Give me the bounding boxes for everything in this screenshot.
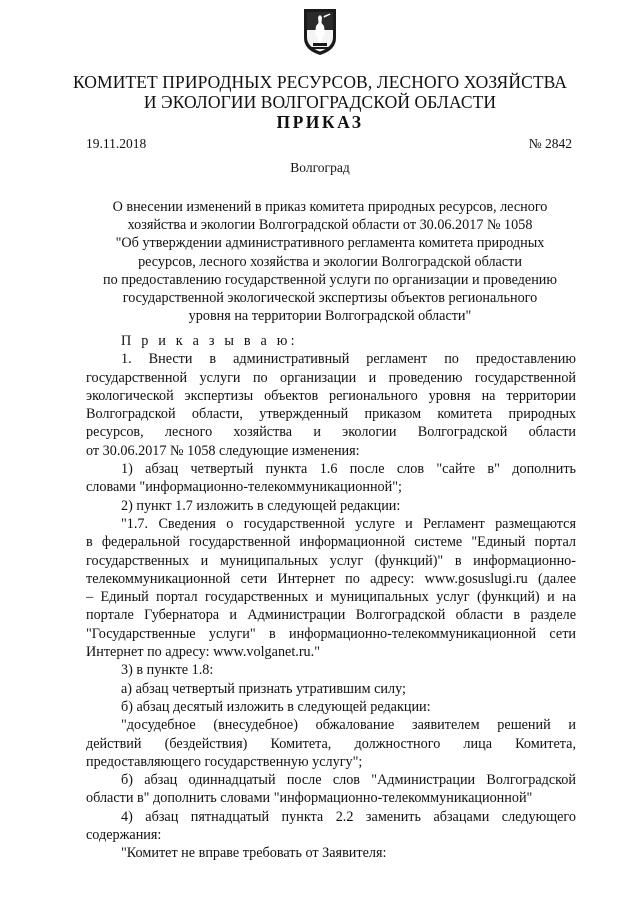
body-line: 4) абзац пятнадцатый пункта 2.2 заменить абзацами следующего <box>121 808 576 825</box>
subject-line: О внесении изменений в приказ комитета природных ресурсов, лесного <box>112 199 548 215</box>
body-line: "досудебное (внесудебное) обжалование заявителем решений и <box>121 717 576 734</box>
subject-line: уровня на территории Волгоградской области" <box>188 308 472 325</box>
subject-line: ресурсов, лесного хозяйства и экологии Волгоградской области <box>138 253 522 270</box>
body-line: 3) в пункте 1.8: <box>121 662 214 679</box>
body-line: б) абзац одиннадцатый после слов "Администрации Волгоградской <box>121 772 576 789</box>
body-line: "1.7. Сведения о государственной услуге и Регламент размещаются <box>121 515 576 532</box>
body-line: Интернет по адресу: www.volganet.ru." <box>86 644 320 661</box>
body-line: Волгоградской области, утвержденный приказом комитета природных <box>86 406 576 423</box>
body-line: ресурсов, лесного хозяйства и экологии Волгоградской области <box>86 424 576 441</box>
volgograd-coat-of-arms-icon <box>303 8 337 56</box>
subject-line: хозяйства и экологии Волгоградской области от 30.06.2017 № 1058 <box>127 217 533 234</box>
body-line: государственных и муниципальных услуг (функций)" в информационно- <box>86 552 576 569</box>
order-number: № 2842 <box>528 136 572 151</box>
body-line: государственной услуги по организации и проведению государственной <box>86 369 576 386</box>
order-body <box>86 332 576 863</box>
organization-name-line-1: КОМИТЕТ ПРИРОДНЫХ РЕСУРСОВ, ЛЕСНОГО ХОЗЯЙСТВА <box>72 72 568 92</box>
body-line: предоставляющего государственную услугу"; <box>86 753 363 770</box>
subject-line: "Об утверждении административного регламента комитета природных <box>115 235 545 252</box>
subject-line: государственной экологической экспертизы объектов регионального <box>122 290 538 307</box>
body-line: содержания: <box>86 827 162 844</box>
body-line: словами "информационно-телекоммуникационной"; <box>86 479 402 496</box>
body-line: а) абзац четвертый признать утратившим силу; <box>121 680 406 697</box>
order-city: Волгоград <box>290 160 350 175</box>
body-line: "Комитет не вправе требовать от Заявителя: <box>121 845 387 862</box>
body-line: "Государственные услуги" в информационно-телекоммуникационной сети <box>86 625 576 642</box>
organization-name-line-2: И ЭКОЛОГИИ ВОЛГОГРАДСКОЙ ОБЛАСТИ <box>143 92 497 112</box>
body-line: б) абзац десятый изложить в следующей редакции: <box>121 698 431 715</box>
subject-line: по предоставлению государственной услуги по организации и проведению <box>103 271 557 288</box>
body-line: 1) абзац четвертый пункта 1.6 после слов "сайте в" дополнить <box>121 461 576 478</box>
body-line: 2) пункт 1.7 изложить в следующей редакции: <box>121 497 401 514</box>
order-subject <box>80 198 580 325</box>
document-type-title: ПРИКАЗ <box>276 112 364 132</box>
body-line: – Единый портал государственных и муниципальных услуг (функций) и на <box>86 589 576 606</box>
orders-heading: П р и к а з ы в а ю: <box>121 333 298 349</box>
body-line: в федеральной государственной информационной системе "Единый портал <box>86 534 576 551</box>
body-line: экологической экспертизы объектов регионального уровня на территории <box>86 387 576 404</box>
body-line: портале Губернатора и Администрации Волгоградской области в разделе <box>86 607 576 624</box>
body-line: действий (бездействия) Комитета, должностного лица Комитета, <box>86 735 576 752</box>
body-line: 1. Внести в административный регламент по предоставлению <box>121 351 576 368</box>
order-date: 19.11.2018 <box>86 136 147 151</box>
body-line: от 30.06.2017 № 1058 следующие изменения: <box>86 442 360 459</box>
body-line: области в" дополнить словами "информационно-телекоммуникационной" <box>86 790 533 807</box>
body-line: телекоммуникационной сети Интернет по адресу: www.gosuslugi.ru (далее <box>86 570 576 587</box>
